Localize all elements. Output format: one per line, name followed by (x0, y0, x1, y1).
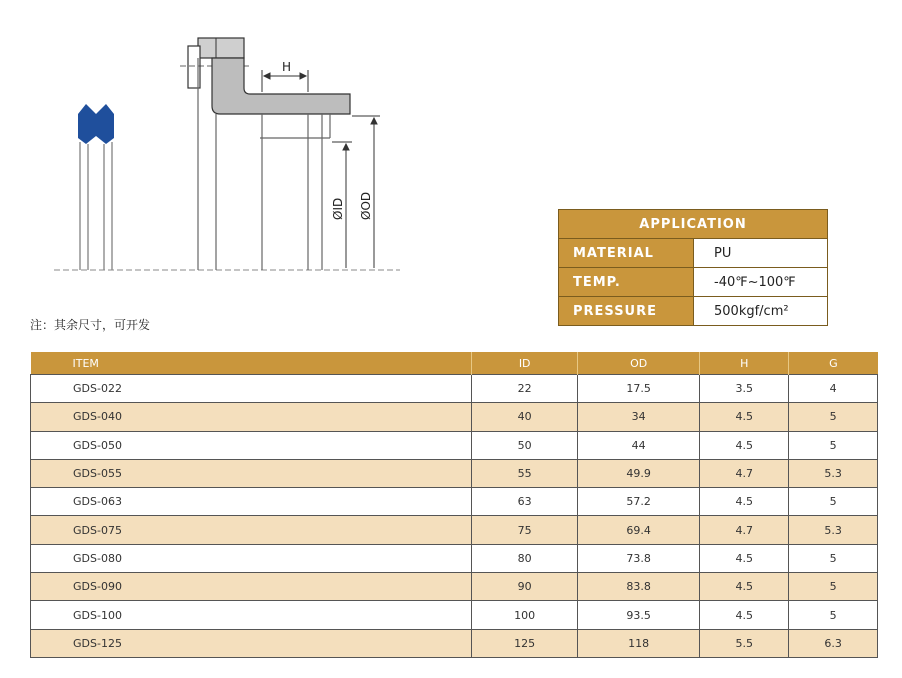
table-row (31, 573, 878, 601)
table-cell-g: 5.3 (789, 516, 878, 544)
table-cell-g: 4 (789, 375, 878, 403)
table-cell-g: 5 (789, 488, 878, 516)
note-text: 注：其余尺寸，可开发 (30, 318, 151, 332)
table-cell-g: 5 (789, 431, 878, 459)
application-row-temp (559, 268, 828, 297)
table-cell-item: GDS-040 (31, 403, 472, 431)
table-cell-h: 4.7 (700, 516, 789, 544)
table-cell-id: 125 (472, 629, 578, 657)
column-header-h: H (700, 352, 789, 375)
table-cell-item: GDS-050 (31, 431, 472, 459)
table-cell-item: GDS-090 (31, 573, 472, 601)
table-cell-od: 73.8 (577, 544, 699, 572)
table-cell-h: 4.5 (700, 601, 789, 629)
table-cell-h: 4.5 (700, 431, 789, 459)
application-title: APPLICATION (559, 210, 828, 239)
seal-profile (78, 104, 114, 270)
table-row (31, 544, 878, 572)
application-value: PU (694, 239, 828, 268)
table-cell-id: 90 (472, 573, 578, 601)
application-label: MATERIAL (559, 239, 694, 268)
table-cell-item: GDS-063 (31, 488, 472, 516)
table-cell-id: 80 (472, 544, 578, 572)
table-row (31, 516, 878, 544)
table-cell-od: 57.2 (577, 488, 699, 516)
table-cell-item: GDS-125 (31, 629, 472, 657)
table-cell-od: 34 (577, 403, 699, 431)
table-cell-g: 5 (789, 403, 878, 431)
table-cell-od: 83.8 (577, 573, 699, 601)
table-cell-g: 5.3 (789, 459, 878, 487)
application-value: 500kgf/cm² (694, 297, 828, 326)
table-cell-od: 93.5 (577, 601, 699, 629)
table-body (31, 375, 878, 658)
table-cell-item: GDS-100 (31, 601, 472, 629)
table-header-row (31, 352, 878, 375)
application-row-pressure (559, 297, 828, 326)
table-cell-od: 118 (577, 629, 699, 657)
application-label: TEMP. (559, 268, 694, 297)
table-cell-h: 5.5 (700, 629, 789, 657)
id-label: ØID (331, 197, 345, 220)
table-cell-od: 69.4 (577, 516, 699, 544)
gland (212, 58, 350, 114)
table-cell-h: 4.5 (700, 573, 789, 601)
table-cell-item: GDS-080 (31, 544, 472, 572)
column-header-id: ID (472, 352, 578, 375)
table-cell-g: 5 (789, 601, 878, 629)
table-cell-id: 100 (472, 601, 578, 629)
table-cell-id: 22 (472, 375, 578, 403)
table-cell-g: 6.3 (789, 629, 878, 657)
application-value: -40℉~100℉ (694, 268, 828, 297)
column-header-item: ITEM (31, 352, 472, 375)
table-cell-od: 44 (577, 431, 699, 459)
table-cell-g: 5 (789, 573, 878, 601)
od-label: ØOD (359, 191, 373, 220)
table-row (31, 459, 878, 487)
table-cell-h: 4.5 (700, 544, 789, 572)
table-cell-id: 40 (472, 403, 578, 431)
table-cell-h: 4.5 (700, 403, 789, 431)
table-cell-h: 3.5 (700, 375, 789, 403)
table-cell-g: 5 (789, 544, 878, 572)
dimensions-table (30, 352, 878, 658)
table-cell-od: 17.5 (577, 375, 699, 403)
column-header-g: G (789, 352, 878, 375)
table-row (31, 403, 878, 431)
table-cell-h: 4.5 (700, 488, 789, 516)
h-label: H (282, 60, 292, 74)
table-row (31, 431, 878, 459)
seal-cross-section-drawing (40, 30, 410, 290)
table-row (31, 601, 878, 629)
table-cell-id: 55 (472, 459, 578, 487)
application-table (558, 209, 828, 326)
table-row (31, 375, 878, 403)
application-label: PRESSURE (559, 297, 694, 326)
application-row-material (559, 239, 828, 268)
table-cell-item: GDS-055 (31, 459, 472, 487)
column-header-od: OD (577, 352, 699, 375)
table-row (31, 488, 878, 516)
table-cell-id: 75 (472, 516, 578, 544)
table-cell-id: 63 (472, 488, 578, 516)
table-cell-id: 50 (472, 431, 578, 459)
table-cell-h: 4.7 (700, 459, 789, 487)
table-cell-item: GDS-022 (31, 375, 472, 403)
table-cell-item: GDS-075 (31, 516, 472, 544)
table-cell-od: 49.9 (577, 459, 699, 487)
table-row (31, 629, 878, 657)
